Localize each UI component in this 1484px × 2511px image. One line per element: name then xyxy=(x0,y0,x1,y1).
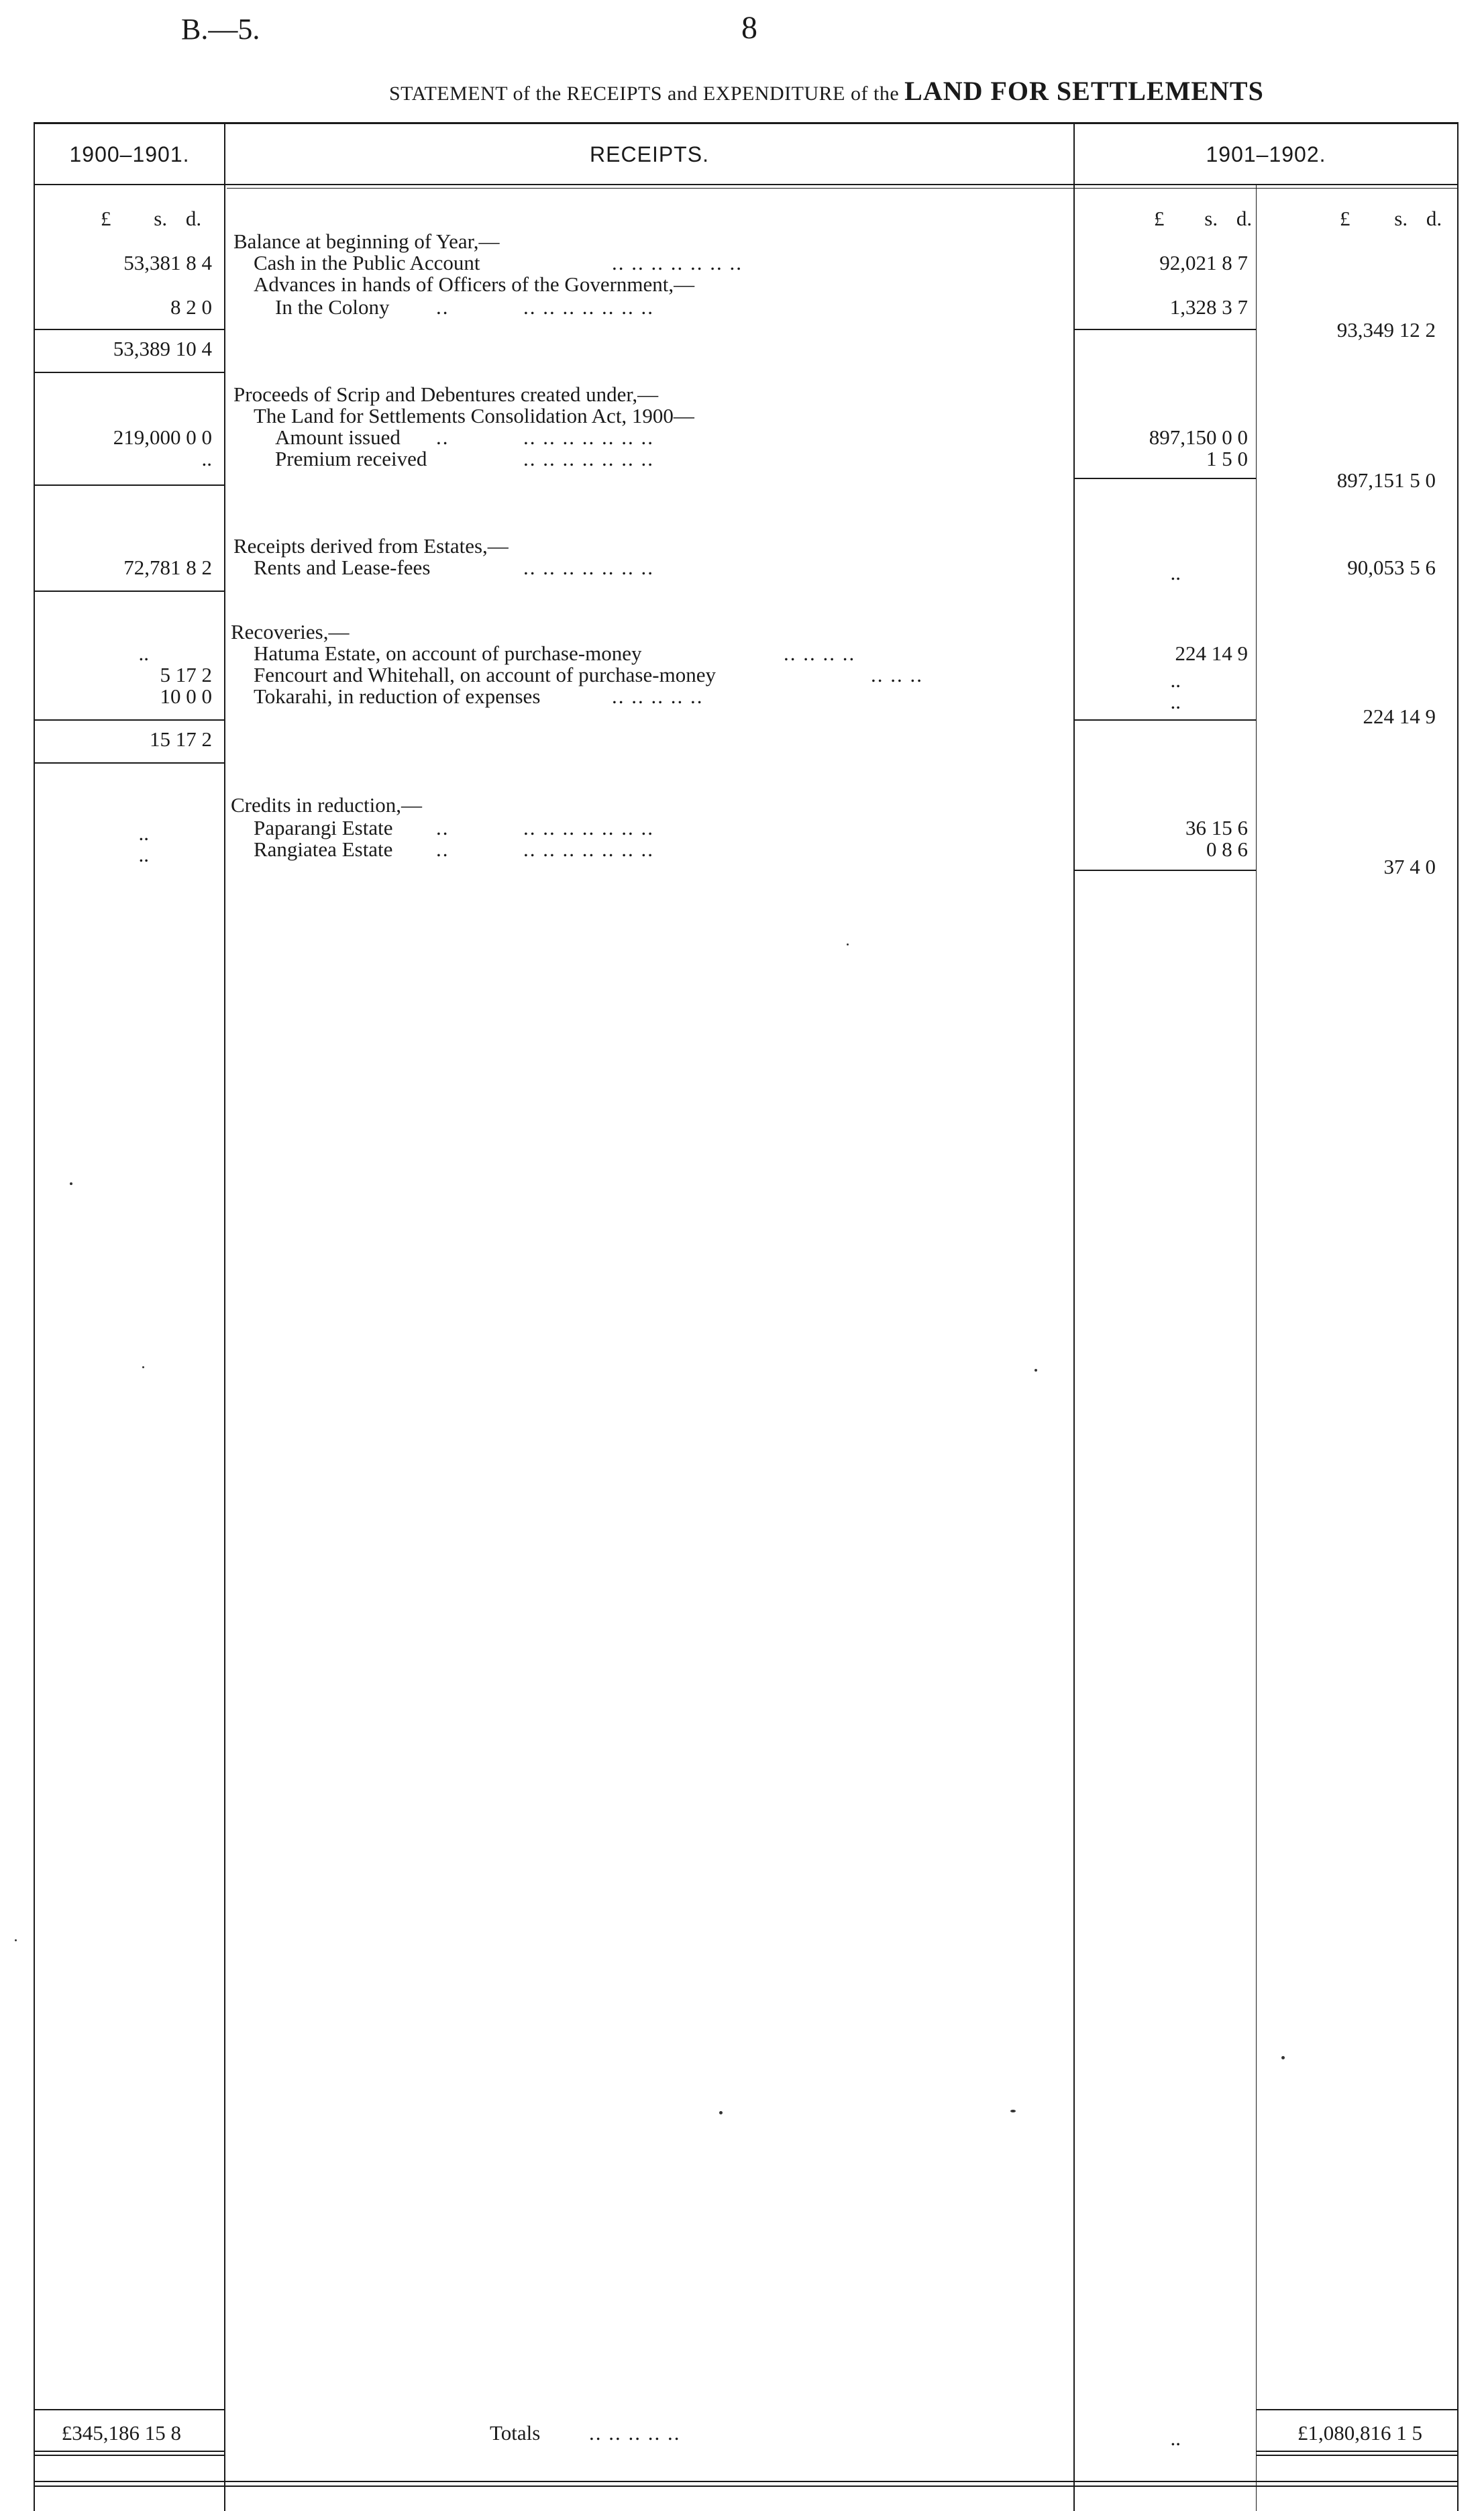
leader-dots: .. .. .. .. .. .. .. xyxy=(612,251,743,274)
ink-speck xyxy=(70,1182,72,1185)
table-bottom-rule-2 xyxy=(34,2486,1459,2487)
tokarahi-prev: 10 0 0 xyxy=(160,684,212,708)
premium-received-label: Premium received xyxy=(275,447,427,470)
leader-dots: .. xyxy=(436,425,449,449)
leader-dots: .. xyxy=(436,837,449,861)
amount-issued-label: Amount issued xyxy=(275,425,401,449)
rents-lease-fees-cur: .. xyxy=(1170,561,1181,584)
subtotal-rule xyxy=(1075,719,1256,721)
section-rule xyxy=(35,484,224,486)
column-heading-receipts: RECEIPTS. xyxy=(590,142,709,166)
ink-speck xyxy=(719,2111,723,2114)
divider-prev-receipts xyxy=(224,122,225,2511)
cash-public-account-label: Cash in the Public Account xyxy=(254,251,480,274)
lsd-heading-prev xyxy=(101,208,201,229)
recoveries-total-cur: 224 14 9 xyxy=(1363,705,1436,728)
act-label: The Land for Settlements Consolidation Act, 1900— xyxy=(254,404,694,427)
leader-dots: .. xyxy=(436,295,449,319)
recoveries-subtotal-prev: 15 17 2 xyxy=(150,727,212,751)
leader-dots: .. .. .. .. .. .. .. xyxy=(523,556,654,579)
leader-dots: .. .. .. .. .. .. .. xyxy=(523,837,654,861)
totals-top-rule xyxy=(1256,2409,1457,2410)
subtotal-rule xyxy=(1075,329,1256,330)
shillings-label: s. xyxy=(154,207,168,230)
credits-heading: Credits in reduction,— xyxy=(231,793,422,817)
recoveries-heading: Recoveries,— xyxy=(231,620,350,644)
totals-label: Totals xyxy=(490,2421,541,2445)
totals-bottom-rule xyxy=(35,2451,224,2452)
section-rule xyxy=(35,372,224,373)
table-left-border xyxy=(34,122,35,2511)
ink-speck xyxy=(847,943,849,945)
subtotal-rule xyxy=(35,329,224,330)
header-bottom-rule xyxy=(34,184,1459,185)
pound-sign: £ xyxy=(101,207,111,230)
leader-dots: .. .. .. .. .. .. .. xyxy=(523,425,654,449)
divider-current-inner xyxy=(1256,185,1257,2511)
table-right-border xyxy=(1457,122,1459,2511)
document-reference: B.—5. xyxy=(181,13,260,46)
amount-issued-cur: 897,150 0 0 xyxy=(1149,425,1248,449)
subtotal-rule xyxy=(1075,478,1256,479)
leader-dots: .. .. .. .. .. .. .. xyxy=(523,447,654,470)
amount-issued-prev: 219,000 0 0 xyxy=(113,425,212,449)
totals-bottom-rule xyxy=(1256,2451,1457,2452)
proceeds-heading: Proceeds of Scrip and Debentures created under,— xyxy=(233,382,659,406)
column-heading-1900-1901: 1900–1901. xyxy=(69,142,190,166)
ink-speck xyxy=(1281,2056,1285,2059)
subtotal-rule xyxy=(35,719,224,721)
ink-speck xyxy=(142,1366,144,1368)
leader-dots: .. .. .. .. .. .. .. xyxy=(523,816,654,839)
fencourt-whitehall-prev: 5 17 2 xyxy=(160,663,212,686)
totals-bottom-rule xyxy=(35,2455,224,2456)
premium-received-prev: .. xyxy=(201,447,212,470)
premium-received-cur: 1 5 0 xyxy=(1206,447,1248,470)
totals-top-rule xyxy=(35,2409,224,2410)
balance-total-cur: 93,349 12 2 xyxy=(1336,318,1436,342)
in-the-colony-prev: 8 2 0 xyxy=(170,295,212,319)
tokarahi-cur: .. xyxy=(1170,690,1181,713)
paparangi-estate-label: Paparangi Estate xyxy=(254,816,393,839)
totals-cur: £1,080,816 1 5 xyxy=(1297,2421,1422,2445)
in-the-colony-cur: 1,328 3 7 xyxy=(1169,295,1248,319)
paparangi-estate-cur: 36 15 6 xyxy=(1185,816,1248,839)
rangiatea-estate-prev: .. xyxy=(138,843,149,866)
credits-total-cur: 37 4 0 xyxy=(1383,855,1436,878)
subtotal-rule xyxy=(1075,870,1256,871)
pence-label: d. xyxy=(1426,207,1442,230)
estates-total-cur: 90,053 5 6 xyxy=(1347,556,1436,579)
lsd-heading-cur-inner xyxy=(1154,208,1252,229)
proceeds-total-cur: 897,151 5 0 xyxy=(1336,468,1436,492)
statement-title-small: STATEMENT of the RECEIPTS and EXPENDITURE of the xyxy=(389,83,900,105)
statement-title xyxy=(389,75,1264,107)
rangiatea-estate-label: Rangiatea Estate xyxy=(254,837,393,861)
section-rule xyxy=(35,591,224,592)
pound-sign: £ xyxy=(1154,207,1165,230)
tokarahi-label: Tokarahi, in reduction of expenses xyxy=(254,684,541,708)
rents-lease-fees-label: Rents and Lease-fees xyxy=(254,556,431,579)
ink-speck xyxy=(1035,1369,1037,1372)
ink-speck xyxy=(15,1939,17,1941)
rangiatea-estate-cur: 0 8 6 xyxy=(1206,837,1248,861)
leader-dots: .. .. .. .. .. xyxy=(612,684,704,708)
cash-public-account-prev: 53,381 8 4 xyxy=(123,251,212,274)
balance-subtotal-prev: 53,389 10 4 xyxy=(113,337,212,360)
leader-dots: .. .. .. xyxy=(871,663,923,686)
statement-title-big: LAND FOR SETTLEMENTS xyxy=(904,76,1264,106)
balance-heading: Balance at beginning of Year,— xyxy=(233,229,500,253)
totals-bottom-rule xyxy=(1256,2455,1457,2456)
fencourt-whitehall-label: Fencourt and Whitehall, on account of purchase-money xyxy=(254,663,716,686)
rents-lease-fees-prev: 72,781 8 2 xyxy=(123,556,212,579)
section-rule xyxy=(35,762,224,764)
table-top-border xyxy=(34,122,1459,124)
divider-receipts-current xyxy=(1073,122,1075,2511)
leader-dots: .. .. .. .. .. .. .. xyxy=(523,295,654,319)
cash-public-account-cur: 92,021 8 7 xyxy=(1159,251,1248,274)
leader-dots: .. .. .. .. .. xyxy=(589,2421,681,2445)
totals-mid: .. xyxy=(1170,2426,1181,2450)
ink-speck xyxy=(1010,2110,1016,2112)
hatuma-estate-label: Hatuma Estate, on account of purchase-money xyxy=(254,642,642,665)
leader-dots: .. xyxy=(436,816,449,839)
leader-dots: .. .. .. .. xyxy=(784,642,856,665)
estates-heading: Receipts derived from Estates,— xyxy=(233,534,509,558)
paparangi-estate-prev: .. xyxy=(138,821,149,845)
pound-sign: £ xyxy=(1340,207,1350,230)
pence-label: d. xyxy=(185,207,202,230)
fencourt-whitehall-cur: .. xyxy=(1170,668,1181,692)
shillings-label: s. xyxy=(1204,207,1218,230)
shillings-label: s. xyxy=(1394,207,1408,230)
hatuma-estate-prev: .. xyxy=(138,642,149,665)
pence-label: d. xyxy=(1236,207,1253,230)
lsd-heading-cur-outer xyxy=(1340,208,1442,229)
page-number: 8 xyxy=(741,10,757,46)
table-bottom-rule xyxy=(34,2481,1459,2482)
header-bottom-rule-2 xyxy=(227,188,1459,189)
advances-label: Advances in hands of Officers of the Government,— xyxy=(254,272,695,296)
in-the-colony-label: In the Colony xyxy=(275,295,390,319)
totals-prev: £345,186 15 8 xyxy=(61,2421,181,2445)
hatuma-estate-cur: 224 14 9 xyxy=(1175,642,1248,665)
column-heading-1901-1902: 1901–1902. xyxy=(1206,142,1326,166)
